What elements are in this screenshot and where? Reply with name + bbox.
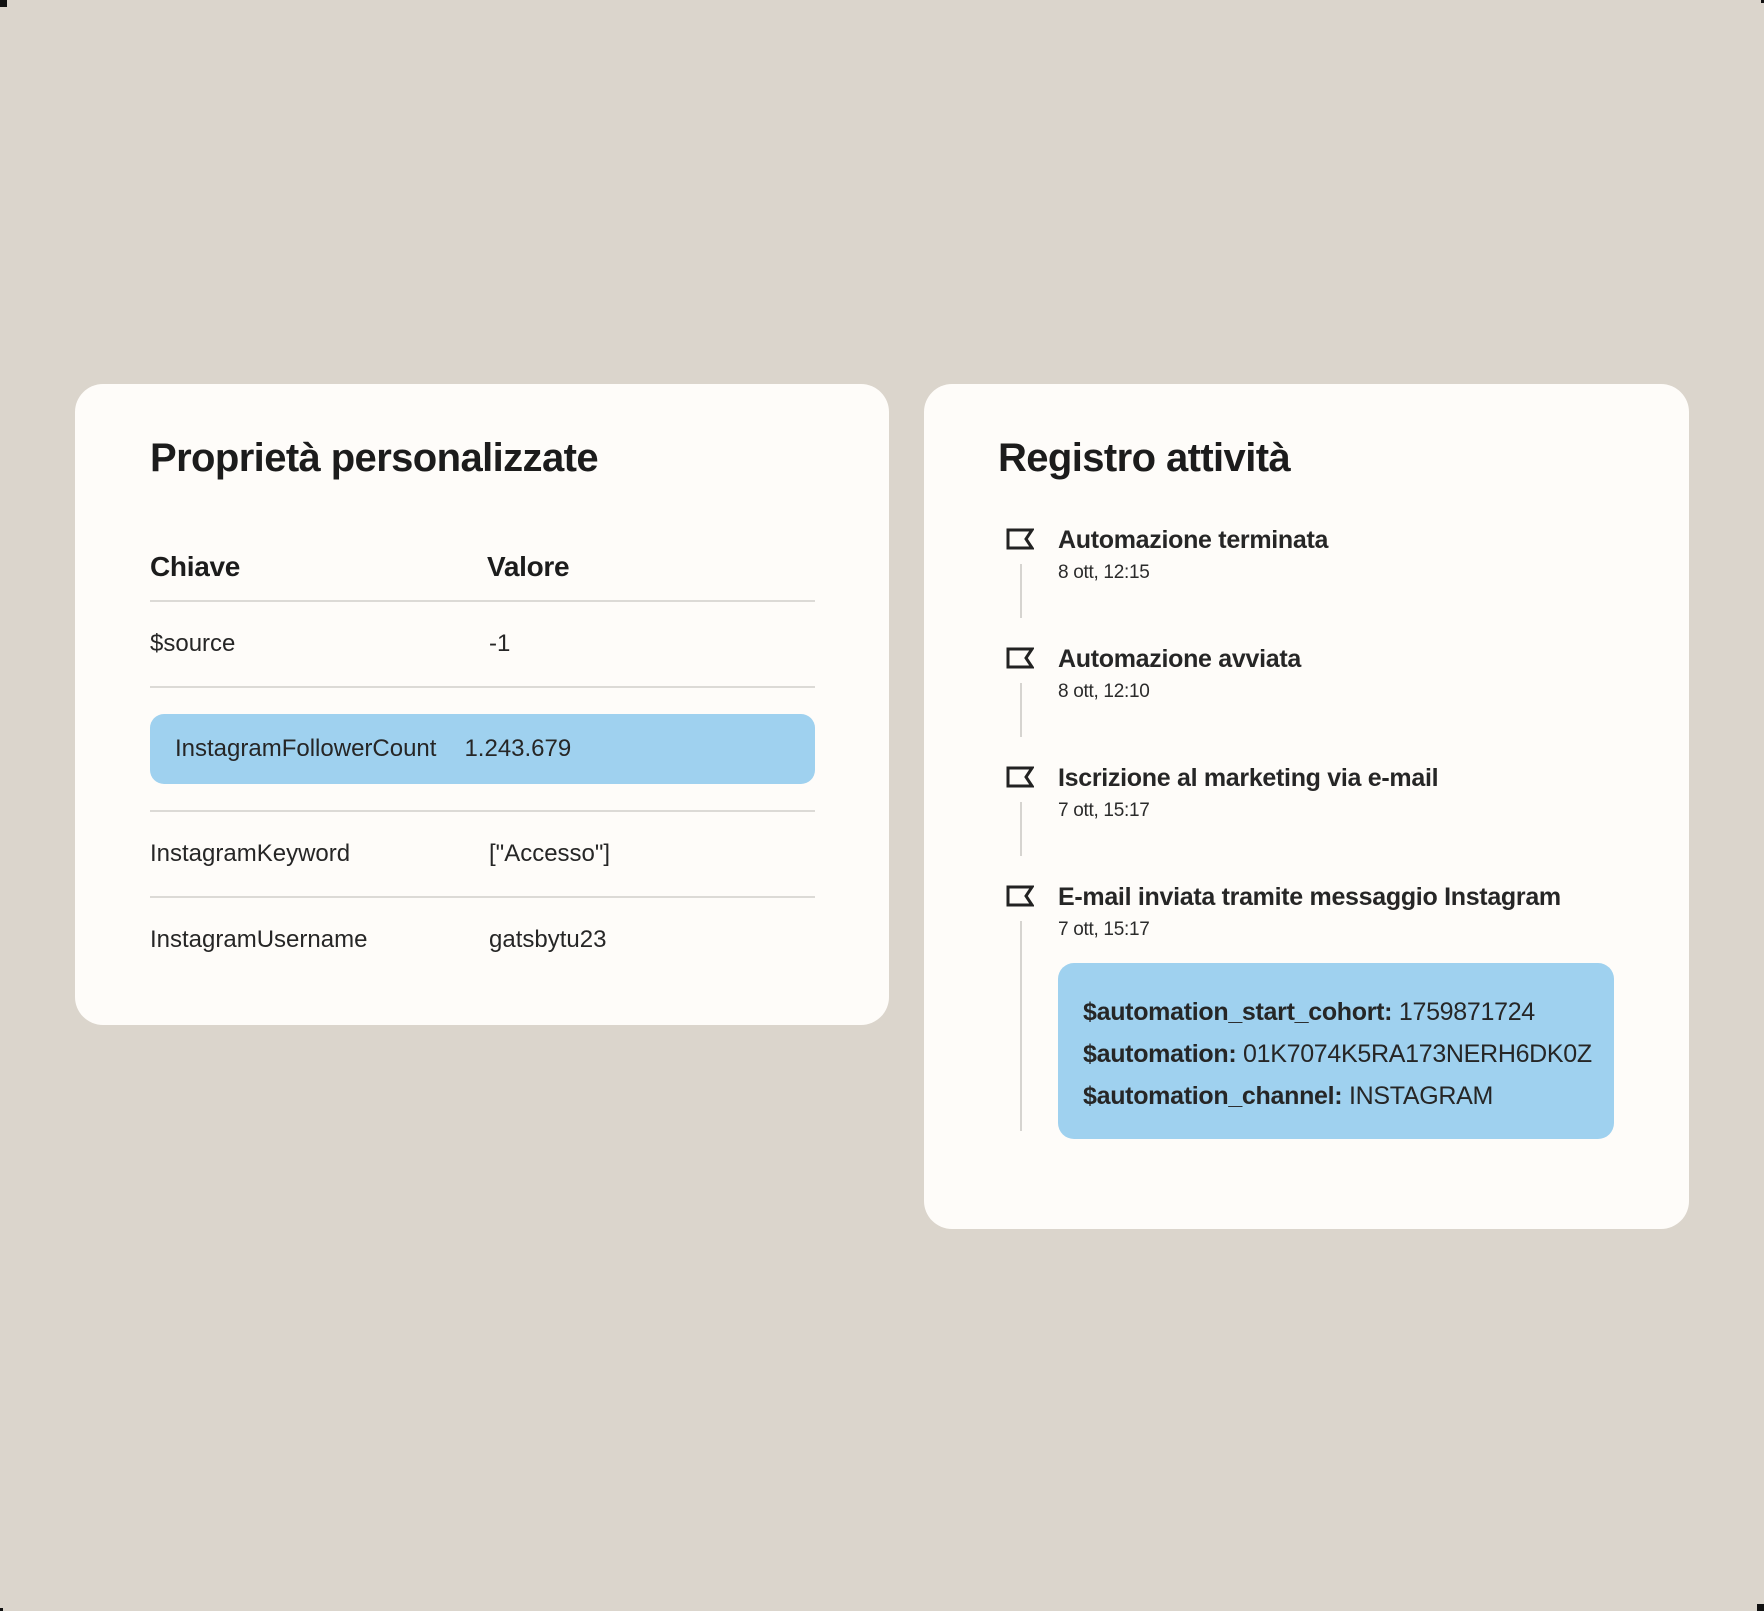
timeline-connector xyxy=(1020,683,1022,737)
corner-mark xyxy=(0,0,7,7)
detail-value: 1759871724 xyxy=(1398,998,1535,1026)
property-key: InstagramKeyword xyxy=(150,840,351,867)
detail-key: $automation_channel: xyxy=(1083,1082,1343,1110)
corner-mark xyxy=(1757,1604,1764,1611)
property-value: 1.243.679 xyxy=(464,735,572,762)
activity-timeline xyxy=(1006,524,1616,1139)
activity-log-title: Registro attività xyxy=(998,436,1291,480)
properties-table xyxy=(150,534,815,982)
property-key: InstagramUsername xyxy=(150,926,368,953)
timeline-connector xyxy=(1020,802,1022,856)
event-details-box xyxy=(1058,963,1614,1139)
event-title: E-mail inviata tramite messaggio Instagram xyxy=(1058,883,1561,911)
property-value: gatsbytu23 xyxy=(489,926,607,953)
timeline-event[interactable] xyxy=(1006,762,1616,881)
event-title: Iscrizione al marketing via e-mail xyxy=(1058,764,1439,792)
timeline-event[interactable] xyxy=(1006,643,1616,762)
flag-icon xyxy=(1006,647,1034,669)
property-value: -1 xyxy=(489,630,511,657)
detail-value: 01K7074K5RA173NERH6DK0Z xyxy=(1243,1040,1592,1068)
timeline-connector xyxy=(1020,921,1022,1131)
column-header-key: Chiave xyxy=(150,551,241,582)
detail-key: $automation: xyxy=(1083,1040,1237,1068)
event-timestamp: 7 ott, 15:17 xyxy=(1058,800,1150,821)
detail-key: $automation_start_cohort: xyxy=(1083,998,1393,1026)
table-row[interactable] xyxy=(150,898,815,982)
flag-icon xyxy=(1006,885,1034,907)
property-key: $source xyxy=(150,630,236,657)
table-header xyxy=(150,534,815,602)
detail-automation-channel xyxy=(1083,1075,1614,1117)
property-key: InstagramFollowerCount xyxy=(175,735,437,762)
timeline-event[interactable] xyxy=(1006,524,1616,643)
timeline-event[interactable] xyxy=(1006,881,1616,1139)
detail-automation xyxy=(1083,1033,1614,1075)
column-header-value: Valore xyxy=(487,551,570,582)
table-row-highlighted-wrapper xyxy=(150,688,815,812)
timeline-connector xyxy=(1020,564,1022,618)
event-timestamp: 8 ott, 12:10 xyxy=(1058,681,1150,702)
detail-automation-start-cohort xyxy=(1083,991,1614,1033)
activity-log-card xyxy=(924,384,1689,1229)
flag-icon xyxy=(1006,766,1034,788)
custom-properties-card xyxy=(75,384,889,1025)
detail-value: INSTAGRAM xyxy=(1348,1082,1494,1110)
property-value: ["Accesso"] xyxy=(489,840,611,867)
event-title: Automazione avviata xyxy=(1058,645,1301,673)
event-timestamp: 7 ott, 15:17 xyxy=(1058,919,1150,940)
table-row[interactable] xyxy=(150,812,815,898)
table-row-highlighted[interactable] xyxy=(150,714,815,784)
event-title: Automazione terminata xyxy=(1058,526,1329,554)
table-row[interactable] xyxy=(150,602,815,688)
custom-properties-title: Proprietà personalizzate xyxy=(150,436,598,480)
event-timestamp: 8 ott, 12:15 xyxy=(1058,562,1150,583)
flag-icon xyxy=(1006,528,1034,550)
